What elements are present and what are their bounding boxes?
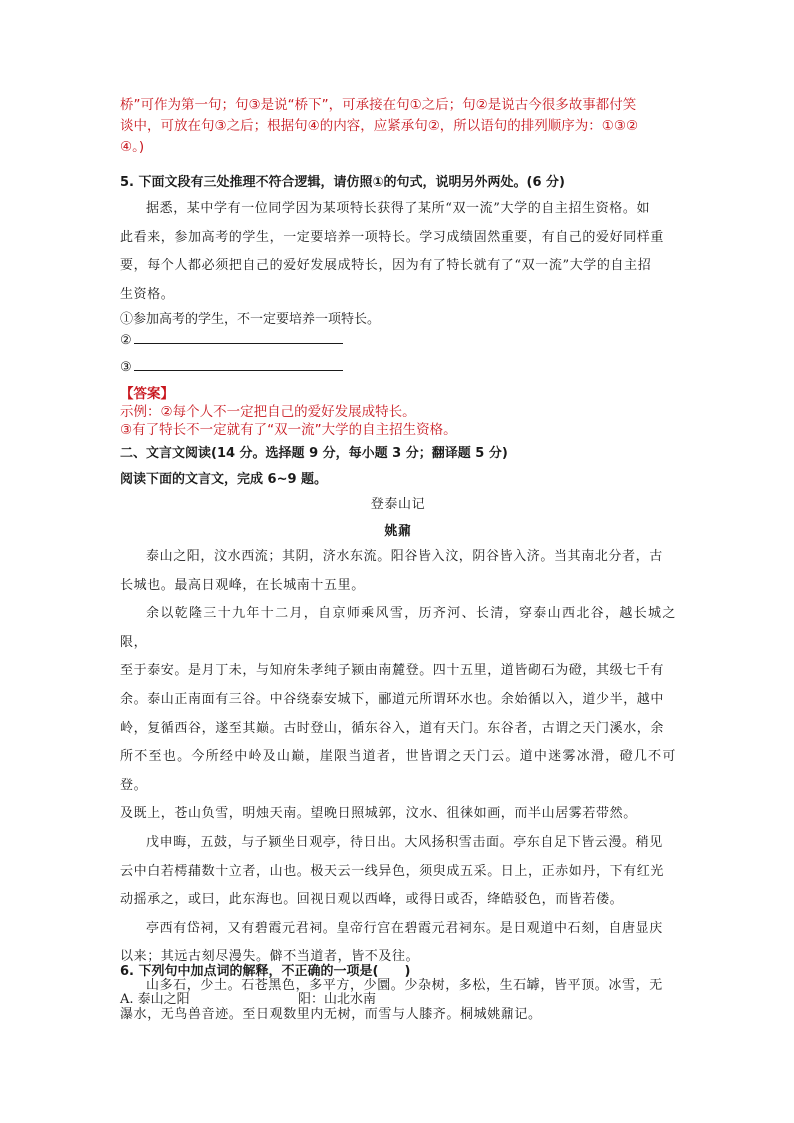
section-2-instruction: 阅读下面的文言文，完成 6~9 题。 <box>120 472 328 487</box>
question-5-passage <box>120 195 676 309</box>
q6-option-a <box>120 988 676 1007</box>
passage-p2-line-6: 及既上，苍山负雪，明烛天南。望晚日照城郭，汶水、徂徕如画，而半山居雾若带然。 <box>120 806 637 822</box>
answer-5-line-2: ③有了特长不一定就有了“双一流”大学的自主招生资格。 <box>120 422 457 438</box>
passage-p2-line-4: 岭，复循西谷，遂至其巅。古时登山，循东谷入，道有天门。东谷者，古谓之天门溪水，余 <box>120 720 665 736</box>
q6-option-a-gloss: 阳：山北水南 <box>298 992 377 1007</box>
q5-answer-blank-3[interactable] <box>134 360 343 371</box>
answer-4-line-2: 谈中，可放在句③之后；根据句④的内容，应紧承句②，所以语句的排列顺序为：①③② <box>120 118 639 134</box>
q5-item-3 <box>120 360 676 375</box>
question-5-title: 5. 下面文段有三处推理不符合逻辑，请仿照①的句式，说明另外两处。(6 分) <box>120 175 565 190</box>
q5-passage-line-2: 此看来，参加高考的学生，一定要培养一项特长。学习成绩固然重要，有自己的爱好同样重 <box>120 229 665 245</box>
q5-answer-blank-2[interactable] <box>134 333 343 344</box>
q5-item-3-number: ③ <box>120 360 132 375</box>
q6-option-a-text: A. 泰山之阳 <box>120 992 190 1007</box>
q5-passage-line-3: 要，每个人都必须把自己的爱好发展成特长，因为有了特长就有了“双一流”大学的自主招 <box>120 258 652 274</box>
passage-p2-line-1: 余以乾隆三十九年十二月，自京师乘风雪，历齐河、长清，穿泰山西北谷，越长城之限， <box>120 606 676 650</box>
question-6-title: 6. 下列句中加点词的解释，不正确的一项是( ) <box>120 964 411 979</box>
q5-passage-line-1: 据悉，某中学有一位同学因为某项特长获得了某所“双一流”大学的自主招生资格。如 <box>146 201 651 216</box>
passage-p1-line-2: 长城也。最高日观峰，在长城南十五里。 <box>120 577 365 593</box>
passage-p1-line-1: 泰山之阳，汶水西流；其阴，济水东流。阳谷皆入汶，阴谷皆入济。当其南北分者，古 <box>146 549 663 564</box>
answer-4-line-1: 桥”可作为第一句；句③是说“桥下”，可承接在句①之后；句②是说古今很多故事都付笑 <box>120 97 637 113</box>
answer-4-continuation <box>120 95 676 158</box>
passage-p3-line-1: 戊申晦，五鼓，与子颍坐日观亭，待日出。大风扬积雪击面。亭东自足下皆云漫。稍见 <box>146 834 663 850</box>
answer-5-line-1: 示例：②每个人不一定把自己的爱好发展成特长。 <box>120 404 416 420</box>
q5-passage-line-4: 生资格。 <box>120 286 175 302</box>
passage-p2-line-2: 至于泰安。是月丁未，与知府朱孝纯子颍由南麓登。四十五里，道皆砌石为磴，其级七千有 <box>120 663 665 679</box>
passage-p3-line-3: 动摇承之，或曰，此东海也。回视日观以西峰，或得日或否，绛皓驳色，而皆若偻。 <box>120 892 624 908</box>
answer-5-label: 【答案】 <box>120 386 174 402</box>
section-2-heading: 二、文言文阅读(14 分。选择题 9 分，每小题 3 分；翻译题 5 分) <box>120 446 508 461</box>
answer-4-line-3: ④。) <box>120 139 145 155</box>
passage-p2-line-5: 所不至也。今所经中岭及山巅，崖限当道者，世皆谓之天门云。道中迷雾冰滑，磴几不可登。 <box>120 749 676 793</box>
passage-title: 登泰山记 <box>370 497 426 512</box>
q5-item-1: ①参加高考的学生，不一定要培养一项特长。 <box>120 312 381 327</box>
passage-p5-line-2: 瀑水，无鸟兽音迹。至日观数里内无树，而雪与人膝齐。桐城姚鼐记。 <box>120 1006 542 1022</box>
passage-author: 姚鼐 <box>384 524 412 539</box>
passage-p3-line-2: 云中白若樗蒱数十立者，山也。极天云一线异色，须臾成五采。日上，正赤如丹，下有红光 <box>120 863 665 879</box>
passage-p4-line-2: 以来；其远古刻尽漫失。僻不当道者，皆不及往。 <box>120 949 420 965</box>
q5-item-2 <box>120 333 676 348</box>
classical-passage <box>120 543 676 1029</box>
passage-p5-line-1: 山多石，少土。石苍黑色，多平方，少圜。少杂树，多松，生石罅，皆平顶。冰雪，无 <box>146 977 663 993</box>
passage-p2-line-3: 余。泰山正南面有三谷。中谷绕泰安城下，郦道元所谓环水也。余始循以入，道少半，越中 <box>120 691 665 707</box>
q5-item-2-number: ② <box>120 333 132 348</box>
passage-p4-line-1: 亭西有岱祠，又有碧霞元君祠。皇帝行宫在碧霞元君祠东。是日观道中石刻，自唐显庆 <box>146 920 663 936</box>
